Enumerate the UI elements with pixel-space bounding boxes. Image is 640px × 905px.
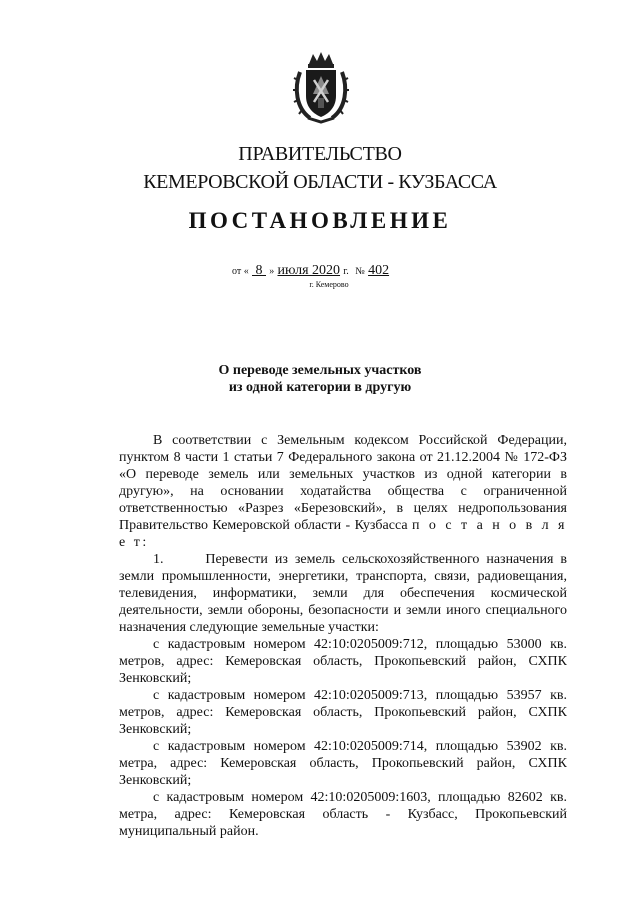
number-label: № xyxy=(355,266,365,277)
parcel-paragraph: с кадастровым номером 42:10:0205009:712, площадью 53000 кв. метров, адрес: Кемеровская область, Прокопьевский район, СХПК Зенковский; xyxy=(119,637,567,686)
document-type-heading: ПОСТАНОВЛЕНИЕ xyxy=(188,208,452,233)
decree-number: 402 xyxy=(368,263,390,278)
item-1-paragraph: 1. Перевести из земель сельскохозяйственного назначения в земли промышленности, энергетики, транспорта, связи, радиовещания, телевидения, информатики, земли для обеспечения космической деятельности, земли обороны, безопасности и земли иного специального назначения следующие земельные участки: xyxy=(119,552,567,635)
issue-place: г. Кемерово xyxy=(309,280,349,289)
government-title: ПРАВИТЕЛЬСТВО xyxy=(238,143,402,165)
subject-line-2: из одной категории в другую xyxy=(228,380,412,395)
date-year-suffix: г. xyxy=(343,266,349,277)
date-day: 8 xyxy=(255,263,263,278)
government-region: КЕМЕРОВСКОЙ ОБЛАСТИ - КУЗБАССА xyxy=(143,171,497,193)
date-day-close: » xyxy=(269,266,275,277)
decree-body xyxy=(119,432,567,840)
decree-subject xyxy=(0,362,640,396)
date-from-label: от « xyxy=(232,266,249,277)
decree-word: п о с т а н о в л я е т: xyxy=(119,518,567,550)
coat-of-arms-emblem xyxy=(292,50,350,124)
parcel-paragraph: с кадастровым номером 42:10:0205009:714, площадью 53902 кв. метра, адрес: Кемеровская область, Прокопьевский район, СХПК Зенковский; xyxy=(119,739,567,788)
date-month-year: июля 2020 xyxy=(277,263,341,278)
parcel-paragraph: с кадастровым номером 42:10:0205009:713, площадью 53957 кв. метров, адрес: Кемеровская область, Прокопьевский район, СХПК Зенковский; xyxy=(119,688,567,737)
decree-dateline xyxy=(232,262,389,279)
parcel-paragraph: с кадастровым номером 42:10:0205009:1603, площадью 82602 кв. метра, адрес: Кемеровская область - Кузбасс, Прокопьевский муниципальный район. xyxy=(119,790,567,839)
subject-line-1: О переводе земельных участков xyxy=(218,363,422,378)
preamble-paragraph: В соответствии с Земельным кодексом Российской Федерации, пунктом 8 части 1 статьи 7 Федерального закона от 21.12.2004 № 172-ФЗ «О переводе земель или земельных участков из одной категории в другую», на основании ходатайства общества с ограниченной ответственностью «Разрез «Березовский», в целях недропользования Правительство Кемеровской области - Кузбасса п о с т а н о в л я е т: xyxy=(119,433,567,550)
